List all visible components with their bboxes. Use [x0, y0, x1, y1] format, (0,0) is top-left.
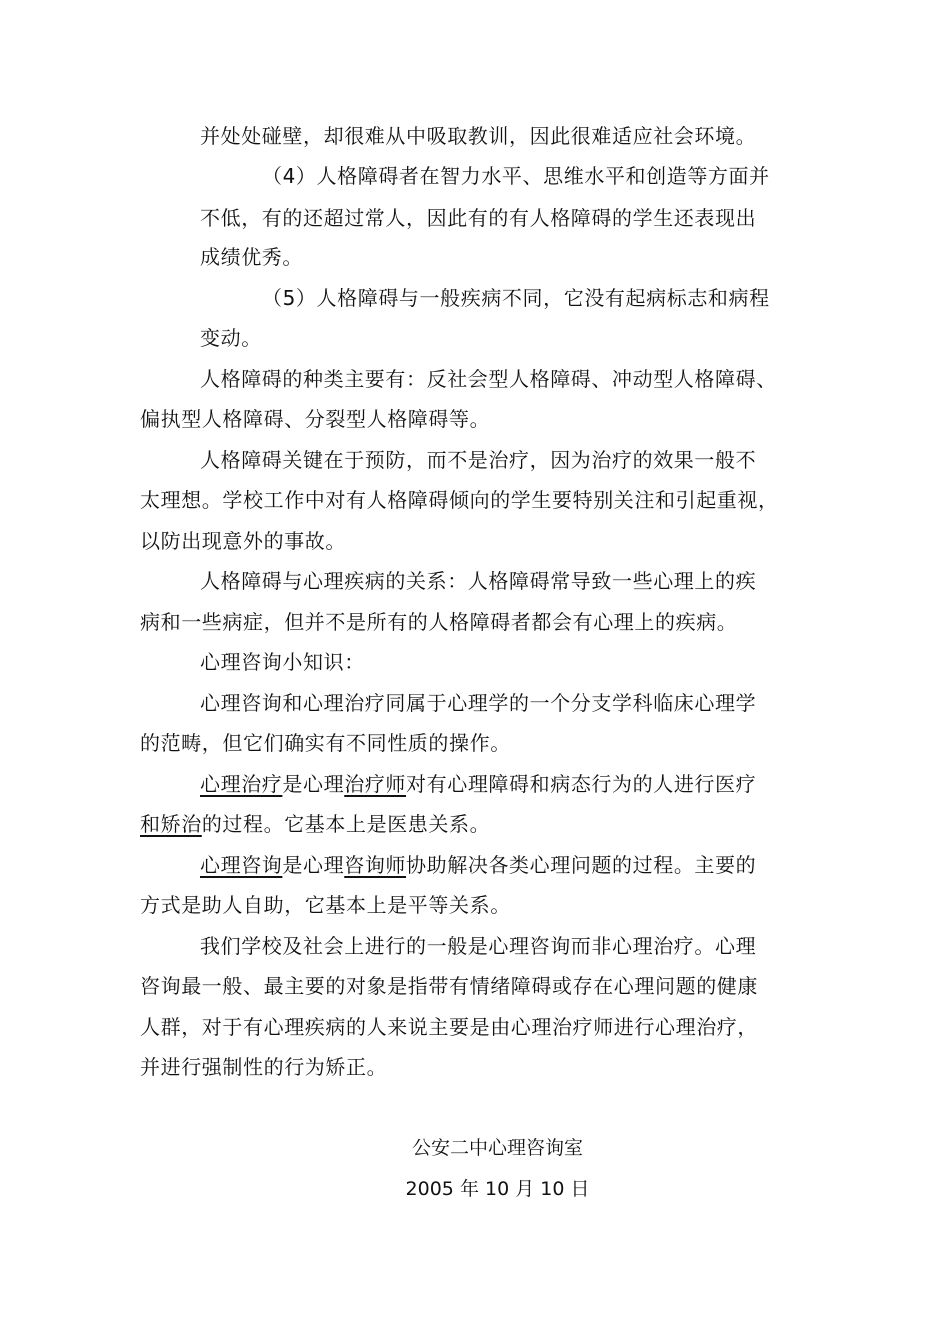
text-line: 人格障碍关键在于预防，而不是治疗，因为治疗的效果一般不	[200, 448, 757, 472]
text-line: 变动。	[200, 326, 262, 350]
text-line: 偏执型人格障碍、分裂型人格障碍等。	[140, 407, 491, 431]
section-heading: 心理咨询小知识：	[200, 650, 365, 674]
text-line: 我们学校及社会上进行的一般是心理咨询而非心理治疗。心理	[200, 934, 757, 958]
text-line: 病和一些病症，但并不是所有的人格障碍者都会有心理上的疾病。	[140, 610, 738, 634]
text-line: 方式是助人自助，它基本上是平等关系。	[140, 893, 511, 917]
therapy-definition-line	[200, 770, 756, 798]
text-segment: 是心理	[282, 772, 345, 796]
text-line: 咨询最一般、最主要的对象是指带有情绪障碍或存在心理问题的健康	[140, 974, 758, 998]
text-line: 太理想。学校工作中对有人格障碍倾向的学生要特别关注和引起重视，	[140, 488, 779, 512]
underlined-term: 和矫治	[140, 812, 202, 836]
underlined-term: 心理治疗	[200, 772, 283, 796]
text-line: 心理咨询和心理治疗同属于心理学的一个分支学科临床心理学	[200, 691, 757, 715]
text-line: 的范畴，但它们确实有不同性质的操作。	[140, 731, 511, 755]
text-segment: 协助解决各类心理问题的过程。主要的	[406, 853, 757, 877]
date: 2005 年 10 月 10 日	[405, 1178, 590, 1200]
text-line: 以防出现意外的事故。	[140, 529, 346, 553]
counsel-definition-line	[200, 851, 756, 879]
text-line: （5）人格障碍与一般疾病不同，它没有起病标志和病程	[262, 286, 770, 310]
text-segment: 是心理	[282, 853, 345, 877]
underlined-term: 咨询师	[344, 853, 407, 877]
text-line: 并处处碰壁，却很难从中吸取教训，因此很难适应社会环境。	[200, 124, 757, 148]
text-segment: 的过程。它基本上是医患关系。	[201, 812, 491, 836]
signature: 公安二中心理咨询室	[411, 1137, 583, 1159]
text-line: 成绩优秀。	[200, 245, 303, 269]
text-line: （4）人格障碍者在智力水平、思维水平和创造等方面并	[262, 164, 770, 188]
text-line: 人格障碍的种类主要有：反社会型人格障碍、冲动型人格障碍、	[200, 367, 777, 391]
text-line: 人格障碍与心理疾病的关系：人格障碍常导致一些心理上的疾	[200, 569, 757, 593]
text-segment: 对有心理障碍和病态行为的人进行医疗	[406, 772, 757, 796]
text-line: 人群，对于有心理疾病的人来说主要是由心理治疗师进行心理治疗，	[140, 1015, 758, 1039]
text-line: 并进行强制性的行为矫正。	[140, 1055, 388, 1079]
underlined-term: 心理咨询	[200, 853, 283, 877]
underlined-term: 治疗师	[344, 772, 407, 796]
therapy-definition-line	[140, 810, 490, 838]
text-line: 不低，有的还超过常人，因此有的有人格障碍的学生还表现出	[200, 206, 757, 230]
